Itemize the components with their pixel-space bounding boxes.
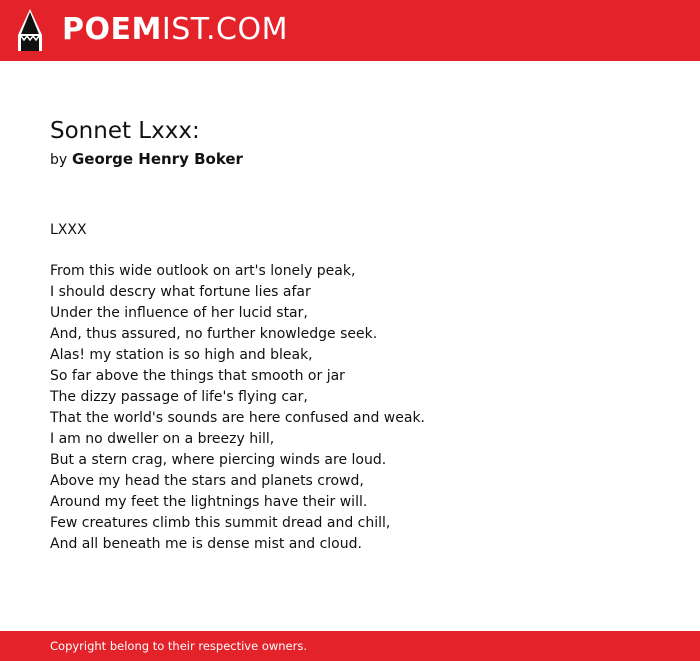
logo-text-light: IST.COM xyxy=(161,12,288,47)
poem-line: Few creatures climb this summit dread and chill, xyxy=(50,515,391,531)
poem-line: So far above the things that smooth or jar xyxy=(50,368,345,384)
poem-line: But a stern crag, where piercing winds are loud. xyxy=(50,452,387,468)
poem-body xyxy=(50,261,425,555)
poem-line: That the world's sounds are here confused and weak. xyxy=(50,410,426,426)
poem-line: I should descry what fortune lies afar xyxy=(50,284,311,300)
poem-line: Under the influence of her lucid star, xyxy=(50,305,308,321)
poem-byline xyxy=(50,149,243,170)
poem-line: And all beneath me is dense mist and cloud. xyxy=(50,536,362,552)
poem-line: The dizzy passage of life's flying car, xyxy=(50,389,308,405)
poem-line: Above my head the stars and planets crowd, xyxy=(50,473,364,489)
logo-text-bold: POEM xyxy=(62,12,162,47)
author-name: George Henry Boker xyxy=(71,150,243,168)
poem-line: From this wide outlook on art's lonely peak, xyxy=(50,263,356,279)
copyright-notice: Copyright belong to their respective owners. xyxy=(50,639,308,653)
poem-line: Alas! my station is so high and bleak, xyxy=(50,347,313,363)
site-footer xyxy=(0,631,700,661)
poem-title: Sonnet Lxxx: xyxy=(50,118,200,144)
site-header xyxy=(0,0,700,61)
by-label: by xyxy=(50,152,68,168)
poem-line: Around my feet the lightnings have their will. xyxy=(50,494,368,510)
pencil-tip-icon[interactable] xyxy=(18,9,42,51)
poem-line: And, thus assured, no further knowledge seek. xyxy=(50,326,378,342)
poem-line: I am no dweller on a breezy hill, xyxy=(50,431,275,447)
poem-section-numeral: LXXX xyxy=(50,222,87,238)
site-logo[interactable] xyxy=(62,12,288,48)
